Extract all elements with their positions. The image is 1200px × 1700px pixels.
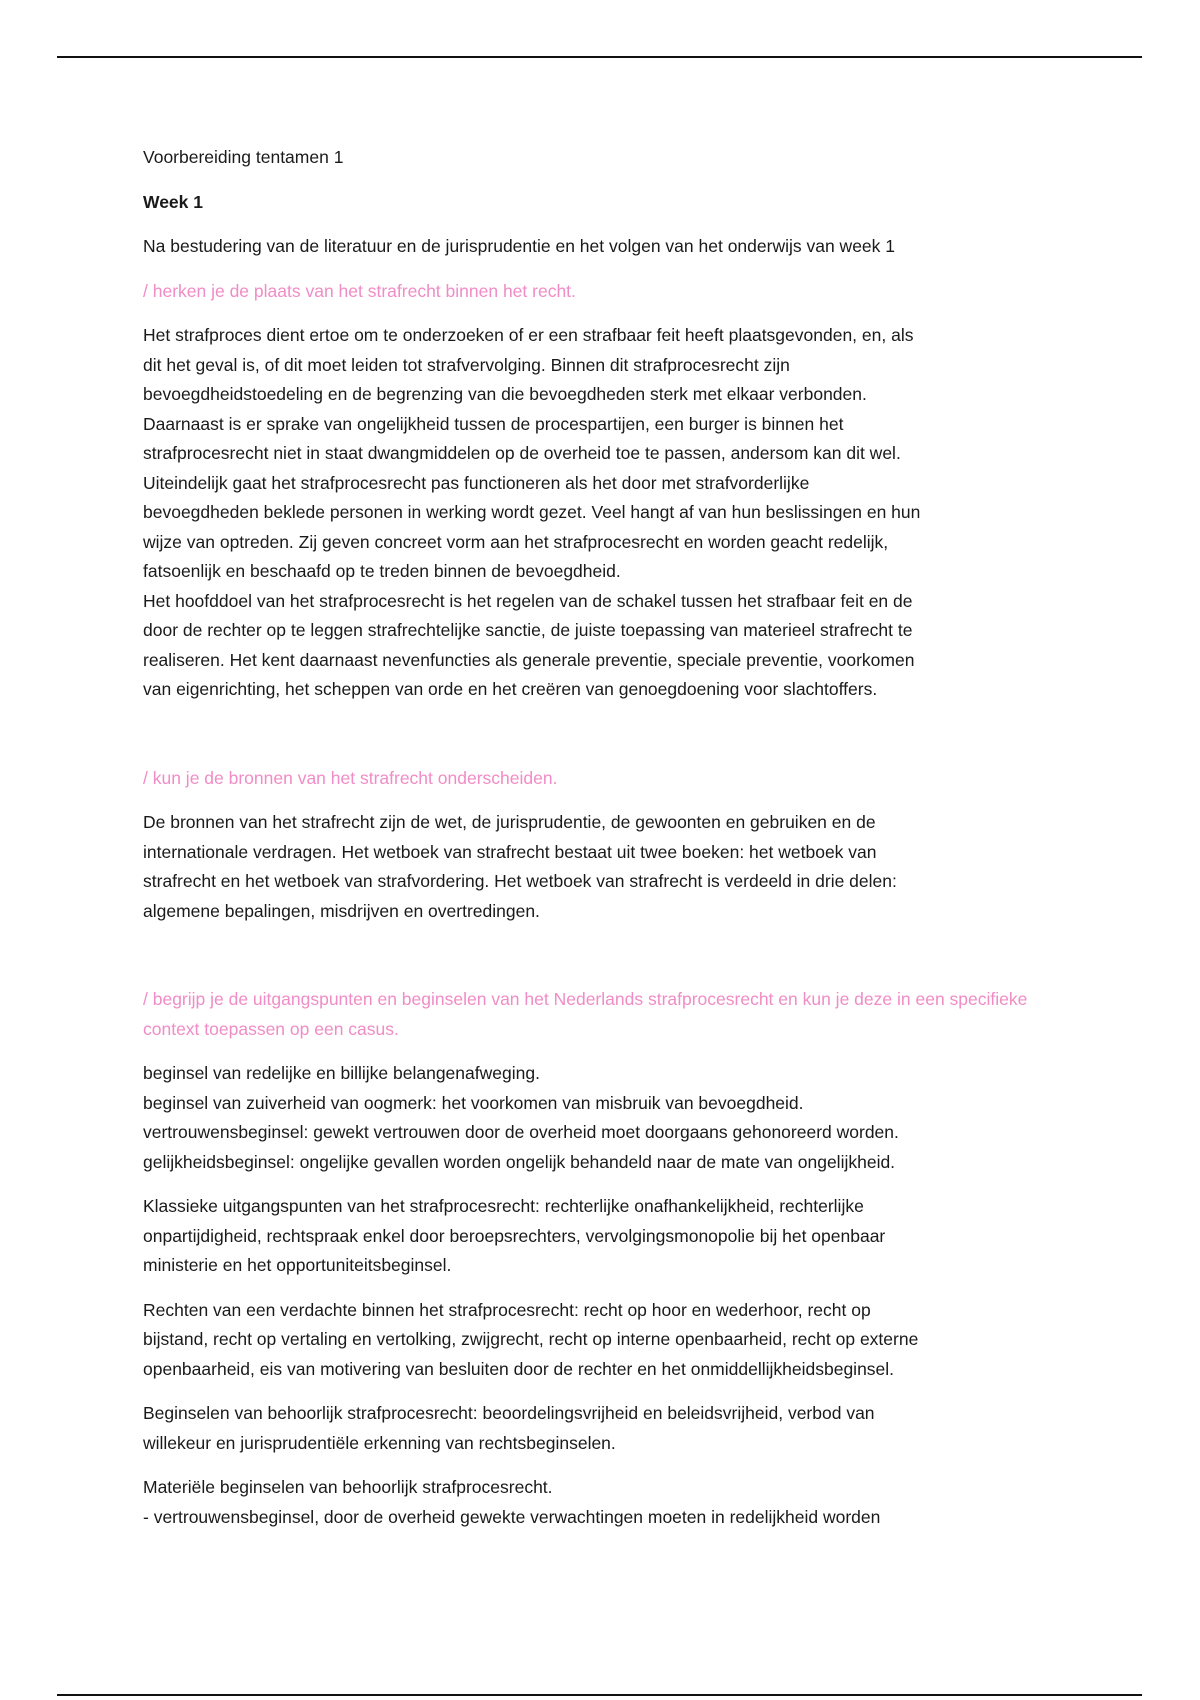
week-heading: Week 1 [143, 191, 203, 212]
text-line: De bronnen van het strafrecht zijn de wet, de jurisprudentie, de gewoonten en gebruiken en de [143, 812, 876, 832]
learning-objective-1 [143, 277, 1083, 307]
text-line: Uiteindelijk gaat het strafprocesrecht pas functioneren als het door met strafvorderlijke [143, 472, 810, 493]
text-line: beginsel van zuiverheid van oogmerk: het voorkomen van misbruik van bevoegdheid. [143, 1092, 804, 1113]
paragraph [143, 1192, 1083, 1281]
text-line: onpartijdigheid, rechtspraak enkel door beroepsrechters, vervolgingsmonopolie bij het openbaar [143, 1225, 886, 1246]
objective-line: een specifieke context toepassen op een casus. [143, 989, 1028, 1039]
header-rule [57, 56, 1142, 58]
text-line: beginsel van redelijke en billijke belangenafweging. [143, 1063, 540, 1083]
text-line: wijze van optreden. Zij geven concreet vorm aan het strafprocesrecht en worden geacht redelijk, [143, 531, 889, 552]
paragraph [143, 1473, 1083, 1532]
paragraph [143, 1296, 1083, 1385]
document-body [143, 143, 1083, 1547]
text-line: fatsoenlijk en beschaafd op te treden binnen de bevoegdheid. [143, 561, 621, 581]
text-line: bevoegdheden beklede personen in werking wordt gezet. Veel hangt af van hun beslissingen en hun [143, 502, 921, 522]
footer-rule [57, 1694, 1142, 1696]
text-line: door de rechter op te leggen strafrechtelijke sanctie, de juiste toepassing van materieel strafrecht te [143, 620, 913, 640]
paragraph [143, 1399, 1083, 1458]
paragraph [143, 808, 1083, 926]
text-line: bijstand, recht op vertaling en vertolking, zwijgrecht, recht op interne openbaarheid, recht op externe [143, 1329, 919, 1349]
section-spacer [143, 941, 1083, 985]
text-line: Materiële beginselen van behoorlijk strafprocesrecht. [143, 1477, 553, 1497]
objective-line: / begrijp je de uitgangspunten en beginselen van het Nederlands strafprocesrecht en kun je deze in [143, 989, 911, 1009]
learning-objective-2 [143, 764, 1083, 794]
text-line: van eigenrichting, het scheppen van orde en het creëren van genoegdoening voor slachtoffers. [143, 679, 878, 699]
text-line: willekeur en jurisprudentiële erkenning van rechtsbeginselen. [143, 1432, 616, 1453]
text-line: Rechten van een verdachte binnen het strafprocesrecht: recht op hoor en wederhoor, recht op [143, 1299, 871, 1320]
text-line: Klassieke uitgangspunten van het strafprocesrecht: rechterlijke onafhankelijkheid, rechterlijke [143, 1196, 864, 1216]
text-line: realiseren. Het kent daarnaast nevenfuncties als generale preventie, speciale preventie, voorkomen [143, 649, 915, 670]
text-line: strafrecht en het wetboek van strafvordering. Het wetboek van strafrecht is verdeeld in drie delen: [143, 871, 897, 891]
text-line: bevoegdheidstoedeling en de begrenzing van die bevoegdheden sterk met elkaar verbonden. [143, 384, 867, 404]
objective-line: / herken je de plaats van het strafrecht binnen het recht. [143, 280, 576, 301]
text-line: Daarnaast is er sprake van ongelijkheid tussen de procespartijen, een burger is binnen het [143, 413, 844, 434]
text-line: dit het geval is, of dit moet leiden tot strafvervolging. Binnen dit strafprocesrecht zijn [143, 354, 790, 375]
text-line: gelijkheidsbeginsel: ongelijke gevallen worden ongelijk behandeld naar de mate van ongelijkheid. [143, 1151, 896, 1172]
text-line: - vertrouwensbeginsel, door de overheid gewekte verwachtingen moeten in redelijkheid worden [143, 1506, 881, 1527]
text-line: internationale verdragen. Het wetboek van strafrecht bestaat uit twee boeken: het wetboek van [143, 841, 877, 862]
document-title: Voorbereiding tentamen 1 [143, 147, 344, 167]
paragraph [143, 321, 1083, 705]
text-line: Het hoofddoel van het strafprocesrecht is het regelen van de schakel tussen het strafbaar feit en de [143, 590, 913, 611]
objective-line: / kun je de bronnen van het strafrecht onderscheiden. [143, 767, 558, 788]
intro-text: Na bestudering van de literatuur en de jurisprudentie en het volgen van het onderwijs van week 1 [143, 236, 896, 256]
text-line: openbaarheid, eis van motivering van besluiten door de rechter en het onmiddellijkheidsbeginsel. [143, 1358, 895, 1379]
text-line: ministerie en het opportuniteitsbeginsel. [143, 1255, 452, 1275]
text-line: Beginselen van behoorlijk strafprocesrecht: beoordelingsvrijheid en beleidsvrijheid, verbod van [143, 1403, 875, 1423]
learning-objective-3 [143, 985, 1083, 1044]
paragraph [143, 1059, 1083, 1177]
text-line: Het strafproces dient ertoe om te onderzoeken of er een strafbaar feit heeft plaatsgevonden, en, als [143, 325, 914, 345]
text-line: strafprocesrecht niet in staat dwangmiddelen op de overheid toe te passen, andersom kan dit wel. [143, 443, 901, 463]
section-spacer [143, 720, 1083, 764]
text-line: vertrouwensbeginsel: gewekt vertrouwen door de overheid moet doorgaans gehonoreerd worden. [143, 1122, 899, 1142]
text-line: algemene bepalingen, misdrijven en overtredingen. [143, 900, 540, 921]
